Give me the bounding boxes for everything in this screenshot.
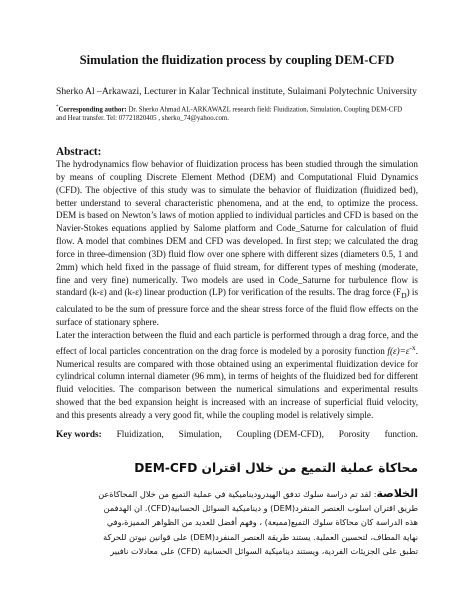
arabic-line-4: نهاية المطاف، لتحسين العملية. يستند طريقة العنصر المنفرد(DEM) على قوانين نيوتن للحركة: [103, 531, 418, 542]
keywords-line: [56, 430, 418, 440]
arabic-abstract: [56, 487, 418, 558]
abstract-p1-end: ) is calculated to be the sum of pressure force and the shear stress force of the fluid flow effects on the surface of stationary sphere.: [56, 287, 419, 327]
abstract-paragraph-2: [56, 329, 418, 422]
corresponding-label: Corresponding author:: [58, 106, 127, 114]
keyword-item: Coupling (DEM-CFD),: [236, 430, 324, 440]
keyword-item: Porosity: [338, 430, 370, 440]
paper-title: Simulation the fluidization process by coupling DEM-CFD: [79, 53, 395, 67]
author-line: Sherko Al –Arkawazi, Lecturer in Kalar Technical institute, Sulaimani Polytechnic University: [56, 86, 417, 97]
keywords-label: Key words:: [56, 430, 102, 440]
arabic-line-2: طريق اقتران اسلوب العنصر المنفرد(DEM) و ديناميكية السوائل الحسابية(CFD). ان الهدفمن: [103, 503, 418, 514]
porosity-exponent: -x: [409, 342, 416, 352]
abstract-p2-text-b: . Numerical results are compared with those obtained using an experimental fluidization device for cylindrical column internal diameter (96 mm), in terms of heights of the fluidized bed for different fluid velocities. The comparison between the numerical simulations and experimental results showed that the bed expansion height is increased with an increase of superficial fluid velocity, and this presents already a very good fit, while the coupling model is relatively simple.: [56, 345, 418, 420]
arabic-line-5: تطبق على الجزيئات الفردية، ويستند ديناميكية السوائل الحسابية (CFD) على معادلات نافيير: [110, 545, 418, 556]
abstract-p1-text: The hydrodynamics flow behavior of fluidization process has been studied through the simulation by means of coupling Discrete Element Method (DEM) and Computational Fluid Dynamics (CFD). The objective of this study was to simulate the behavior of fluidization (fluidized bed), better understand to several characteristic phenomena, and at the end, to optimize the process. DEM is based on Newton’s laws of motion applied to individual particles and CFD is based on the Navier-Stokes equations applied by Salome platform and Code_Saturne for calculation of fluid flow. A model that combines DEM and CFD was developed. In first step; we calculated the drag force in three-dimension (3D) fluid flow over one sphere with different sizes (diameters 0.5, 1 and 2mm) which held fixed in the passage of fluid stream, for different types of meshing (moderate, fine and very fine) numerically. Two models are used in Code_Saturne for turbulence flow is standard (k-ε) and (k-ε) linear production (LP) for verification of the results. The drag force (F: [56, 159, 418, 298]
abstract-paragraph-1: [56, 158, 418, 329]
footnote-marker: *: [56, 105, 59, 110]
arabic-line-1-text: : لقد تم دراسة سلوك تدفق الهيدروديناميكية في عملية التميع من خلال المحاكاةعن: [98, 489, 377, 499]
arabic-title: محاكاة عملية التميع من خلال اقتران DEM-CFD: [134, 461, 418, 475]
arabic-abstract-label: الخلاصة: [376, 487, 418, 500]
arabic-line-1: [56, 487, 418, 501]
keyword-item: Fluidization,: [116, 430, 164, 440]
drag-force-subscript: D: [401, 291, 407, 301]
abstract-p2-text-a: Later the interaction between the fluid and each particle is performed through a drag force, and the effect of local particles concentration on the drag force is modeled by a porosity function: [56, 329, 418, 356]
porosity-formula: f(ε)=ε: [387, 345, 410, 356]
abstract-body: [56, 158, 418, 422]
keyword-item: function.: [384, 430, 418, 440]
corresponding-author-note: [56, 103, 436, 123]
corresponding-text-1: Dr. Sherko Ahmad AL-ARKAWAZI, research field: Fluidization, Simulation, Coupling DEM-CFD: [126, 106, 403, 114]
arabic-line-3: هذه الدراسة كان محاكاة سلوك التميع(مميعة) ، وفهم أفضل للعديد من الظواهر المميزة،وفي: [106, 517, 418, 528]
corresponding-text-2: and Heat transfer. Tel: 07721820405 , sherko_74@yahoo.com.: [56, 115, 229, 123]
abstract-heading: Abstract:: [56, 146, 102, 158]
keyword-item: Simulation,: [178, 430, 222, 440]
